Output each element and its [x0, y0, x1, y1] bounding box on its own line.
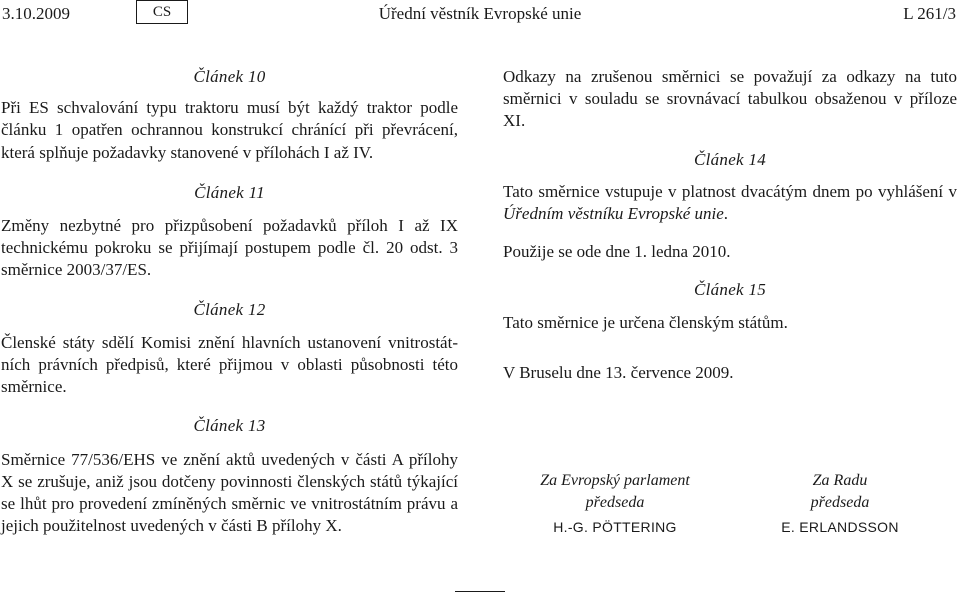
article-13-text: Směrnice 77/536/EHS ve znění aktů uvedených v části A přílohy X se zrušuje, aniž jsou dotčeny povinnosti členských států týkající se lhůt pro provedení zmíněných směrnic ve vnitrostátním právu a jejich použitelnost uvedených v části B přílohy X.: [1, 449, 458, 536]
left-column: [1, 52, 458, 537]
signature-ep-name: H.-G. PÖTTERING: [553, 519, 677, 535]
signature-ep-role: předseda: [585, 494, 645, 511]
signature-european-parliament: [520, 470, 710, 538]
article-10-title: Článek 10: [193, 67, 266, 86]
official-journal-name: Úředním věstníku Evropské unie: [503, 204, 724, 224]
footnote-separator: [455, 591, 505, 592]
article-14-text-start: Tato směrnice vstupuje v platnost dvacátým dnem po vyhlášení v: [503, 181, 957, 201]
signature-council-role: předseda: [810, 494, 870, 511]
article-14-application-date: Použije se ode dne 1. ledna 2010.: [503, 242, 731, 262]
header-journal-title: Úřední věstník Evropské unie: [378, 4, 582, 23]
header-language-box: CS: [136, 0, 188, 24]
signature-council-institution: Za Radu: [812, 472, 868, 489]
header-date: 3.10.2009: [2, 4, 70, 23]
article-12-title: Článek 12: [193, 299, 266, 319]
article-11-text: Změny nezbytné pro přizpůsobení požadavků příloh I až IX technickému pokroku se přijímají postupem podle čl. 20 odst. 3 směrnice 2003/37/ES.: [1, 216, 458, 280]
article-10-text: Při ES schvalování typu traktoru musí být každý traktor podle článku 1 opatřen ochrannou konstrukcí chránící při převrácení, která splňuje požadavky stanovené v přílohách I až IV.: [1, 98, 458, 162]
signature-council: [760, 470, 920, 538]
article-12-text: Členské státy sdělí Komisi znění hlavních ustanovení vnitrostátních právních předpisů, které přijmou v oblasti působnosti této směrnice.: [1, 332, 458, 397]
article-14-text-end: .: [723, 204, 729, 224]
article-15-text: Tato směrnice je určena členským státům.: [503, 312, 788, 332]
right-column: [503, 52, 957, 384]
page-header: [0, 0, 960, 26]
article-15-title: Článek 15: [693, 280, 767, 300]
article-14-title: Článek 14: [693, 149, 767, 169]
repeal-references-text: Odkazy na zrušenou směrnici se považují za odkazy na tuto směrnici v souladu se srovnávací tabulkou obsaženou v příloze XI.: [503, 67, 957, 131]
article-11-title: Článek 11: [194, 182, 265, 202]
place-and-date: V Bruselu dne 13. července 2009.: [503, 362, 734, 382]
article-13-title: Článek 13: [193, 416, 266, 436]
article-14-text: [503, 181, 957, 225]
signature-ep-institution: Za Evropský parlament: [540, 472, 690, 489]
header-page-ref: L 261/3: [903, 4, 956, 23]
signature-council-name: E. ERLANDSSON: [781, 519, 899, 535]
